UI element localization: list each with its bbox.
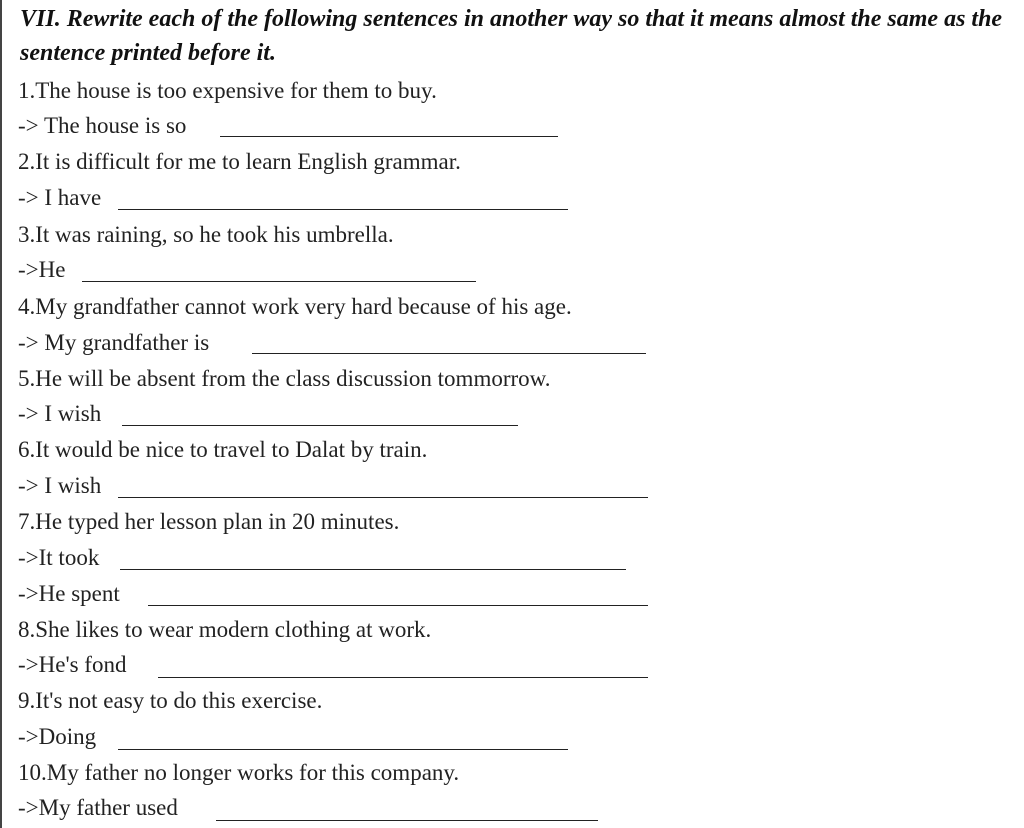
prompt-4: -> My grandfather is bbox=[18, 330, 210, 355]
answer-blank-3[interactable] bbox=[82, 281, 476, 282]
sentence-9: 9.It's not easy to do this exercise. bbox=[18, 688, 323, 713]
answer-blank-7b[interactable] bbox=[148, 605, 648, 606]
sentence-8: 8.She likes to wear modern clothing at work. bbox=[18, 617, 432, 642]
answer-blank-2[interactable] bbox=[118, 209, 568, 210]
prompt-7b: ->He spent bbox=[18, 581, 120, 606]
sentence-1: 1.The house is too expensive for them to buy. bbox=[18, 78, 437, 103]
prompt-7a: ->It took bbox=[18, 545, 100, 570]
prompt-1: -> The house is so bbox=[18, 113, 187, 138]
sentence-5: 5.He will be absent from the class discussion tommorrow. bbox=[18, 366, 551, 391]
prompt-2: -> I have bbox=[18, 185, 102, 210]
prompt-10: ->My father used bbox=[18, 795, 178, 820]
answer-blank-6[interactable] bbox=[118, 497, 648, 498]
prompt-5: -> I wish bbox=[18, 401, 102, 426]
sentence-4: 4.My grandfather cannot work very hard because of his age. bbox=[18, 294, 572, 319]
prompt-8: ->He's fond bbox=[18, 652, 127, 677]
answer-blank-5[interactable] bbox=[122, 425, 518, 426]
prompt-6: -> I wish bbox=[18, 473, 102, 498]
answer-blank-7a[interactable] bbox=[120, 569, 626, 570]
exercise-heading: VII. Rewrite each of the following sentences in another way so that it means almost the same as the sentence printed before it. bbox=[20, 6, 1003, 66]
answer-blank-10[interactable] bbox=[216, 820, 598, 821]
answer-blank-1[interactable] bbox=[220, 136, 558, 137]
prompt-9: ->Doing bbox=[18, 724, 97, 749]
sentence-2: 2.It is difficult for me to learn English grammar. bbox=[18, 149, 461, 174]
sentence-7: 7.He typed her lesson plan in 20 minutes. bbox=[18, 509, 400, 534]
sentence-6: 6.It would be nice to travel to Dalat by train. bbox=[18, 437, 428, 462]
prompt-3: ->He bbox=[18, 257, 66, 282]
answer-blank-8[interactable] bbox=[158, 677, 648, 678]
sentence-3: 3.It was raining, so he took his umbrella. bbox=[18, 222, 394, 247]
sentence-10: 10.My father no longer works for this company. bbox=[18, 760, 460, 785]
answer-blank-9[interactable] bbox=[118, 749, 568, 750]
answer-blank-4[interactable] bbox=[252, 353, 646, 354]
